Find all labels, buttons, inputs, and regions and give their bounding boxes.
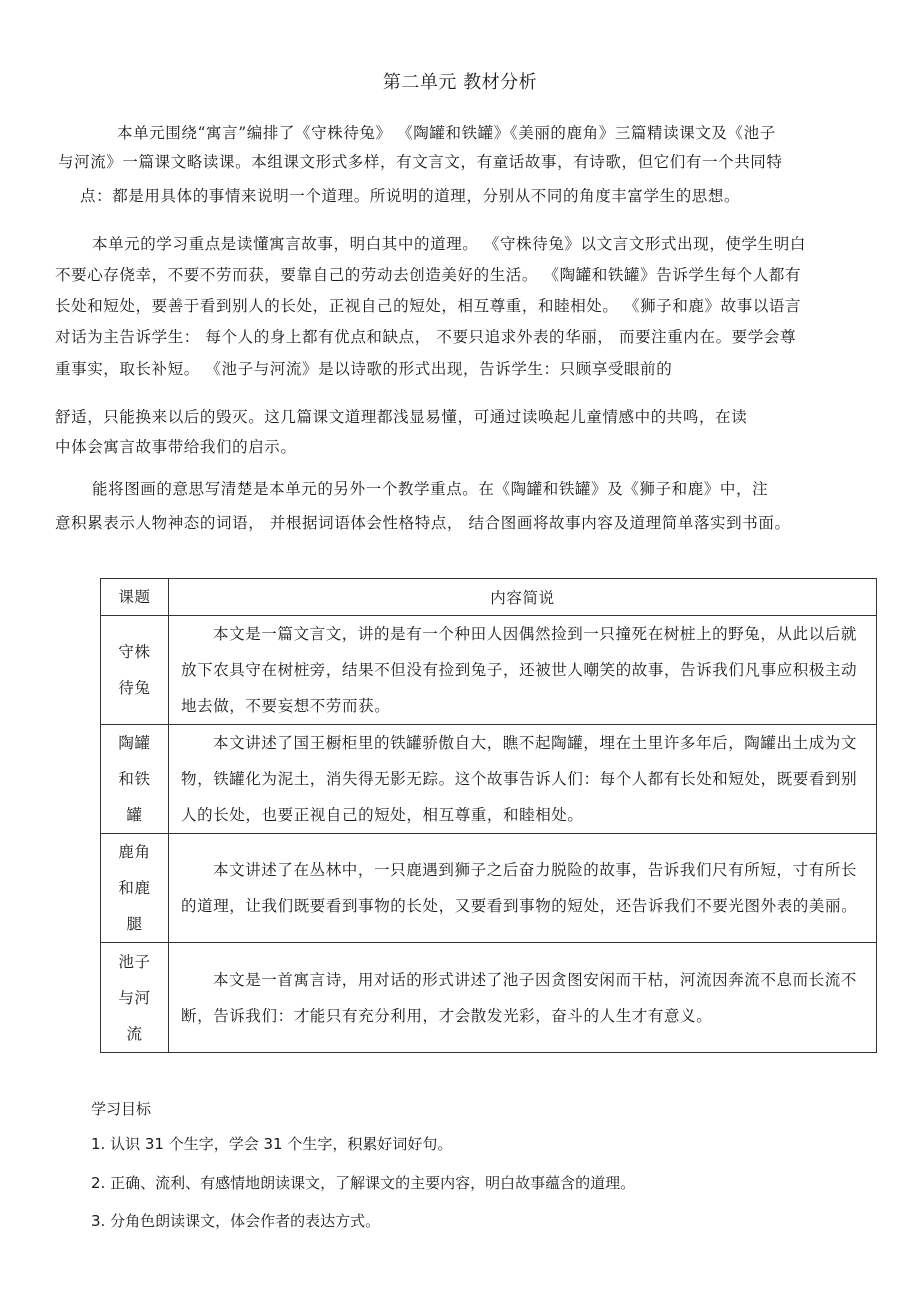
row-title: 陶罐 和铁 罐 <box>101 725 169 834</box>
table-header-row <box>101 579 877 616</box>
drawing-line-1: 能将图画的意思写清楚是本单元的另外一个教学重点。在《陶罐和铁罐》及《狮子和鹿》中，注 <box>92 480 769 498</box>
goal-item-2: 2. 正确、流利、有感情地朗读课文，了解课文的主要内容，明白故事蕴含的道理。 <box>91 1174 636 1192</box>
document-title: 第二单元 教材分析 <box>382 72 538 93</box>
focus-line-2: 不要心存侥幸，不要不劳而获，要靠自己的劳动去创造美好的生活。 《陶罐和铁罐》告诉学生每个人都有 <box>55 266 802 284</box>
table-row <box>101 725 877 834</box>
table-row <box>101 834 877 943</box>
row-content: 本文是一篇文言文，讲的是有一个种田人因偶然捡到一只撞死在树桩上的野兔，从此以后就放下农具守在树桩旁，结果不但没有捡到兔子，还被世人嘲笑的故事，告诉我们凡事应积极主动地去做，不要妄想不劳而获。 <box>169 616 877 725</box>
row-content: 本文是一首寓言诗，用对话的形式讲述了池子因贪图安闲而干枯，河流因奔流不息而长流不断，告诉我们：才能只有充分利用，才会散发光彩，奋斗的人生才有意义。 <box>169 943 877 1053</box>
focus-line-5: 重事实，取长补短。 《池子与河流》是以诗歌的形式出现，告诉学生：只顾享受眼前的 <box>55 360 673 378</box>
focus-line-4: 对话为主告诉学生： 每个人的身上都有优点和缺点， 不要只追求外表的华丽， 而要注重内在。要学会尊 <box>55 328 797 346</box>
header-lesson-title: 课题 <box>101 579 169 616</box>
focus-line-3: 长处和短处，要善于看到别人的长处，正视自己的短处，相互尊重，和睦相处。 《狮子和鹿》故事以语言 <box>55 297 802 315</box>
intro-line-1: 本单元围绕“寓言”编排了《守株待兔》 《陶罐和铁罐》《美丽的鹿角》三篇精读课文及《池子 <box>117 124 776 142</box>
row-content: 本文讲述了国王橱柜里的铁罐骄傲自大，瞧不起陶罐，埋在土里许多年后，陶罐出土成为文物，铁罐化为泥土，消失得无影无踪。这个故事告诉人们：每个人都有长处和短处，既要看到别人的长处，也要正视自己的短处，相互尊重，和睦相处。 <box>169 725 877 834</box>
goal-item-3: 3. 分角色朗读课文，体会作者的表达方式。 <box>91 1212 381 1230</box>
drawing-line-2: 意积累表示人物神态的词语， 并根据词语体会性格特点， 结合图画将故事内容及道理简单落实到书面。 <box>55 514 791 532</box>
focus-line-1: 本单元的学习重点是读懂寓言故事，明白其中的道理。 《守株待兔》以文言文形式出现，使学生明白 <box>92 235 806 253</box>
row-title: 守株 待兔 <box>101 616 169 725</box>
row-content: 本文讲述了在丛林中，一只鹿遇到狮子之后奋力脱险的故事，告诉我们尺有所短，寸有所长的道理，让我们既要看到事物的长处，又要看到事物的短处，还告诉我们不要光图外表的美丽。 <box>169 834 877 943</box>
row-title: 池子 与河 流 <box>101 943 169 1053</box>
intro-line-2: 与河流》一篇课文略读课。本组课文形式多样，有文言文，有童话故事，有诗歌，但它们有一个共同特 <box>58 153 783 171</box>
intro-line-3: 点：都是用具体的事情来说明一个道理。所说明的道理，分别从不同的角度丰富学生的思想。 <box>80 187 741 205</box>
focus-line-6: 舒适，只能换来以后的毁灭。这几篇课文道理都浅显易懂，可通过读唤起儿童情感中的共鸣，在读 <box>55 408 748 426</box>
row-title: 鹿角 和鹿 腿 <box>101 834 169 943</box>
focus-line-7: 中体会寓言故事带给我们的启示。 <box>55 438 297 456</box>
goal-item-1: 1. 认识 31 个生字，学会 31 个生字，积累好词好句。 <box>91 1135 453 1153</box>
goals-heading: 学习目标 <box>91 1100 152 1118</box>
table-row <box>101 616 877 725</box>
header-content-summary: 内容简说 <box>169 579 877 616</box>
lesson-summary-table <box>100 578 877 1053</box>
table-row <box>101 943 877 1053</box>
